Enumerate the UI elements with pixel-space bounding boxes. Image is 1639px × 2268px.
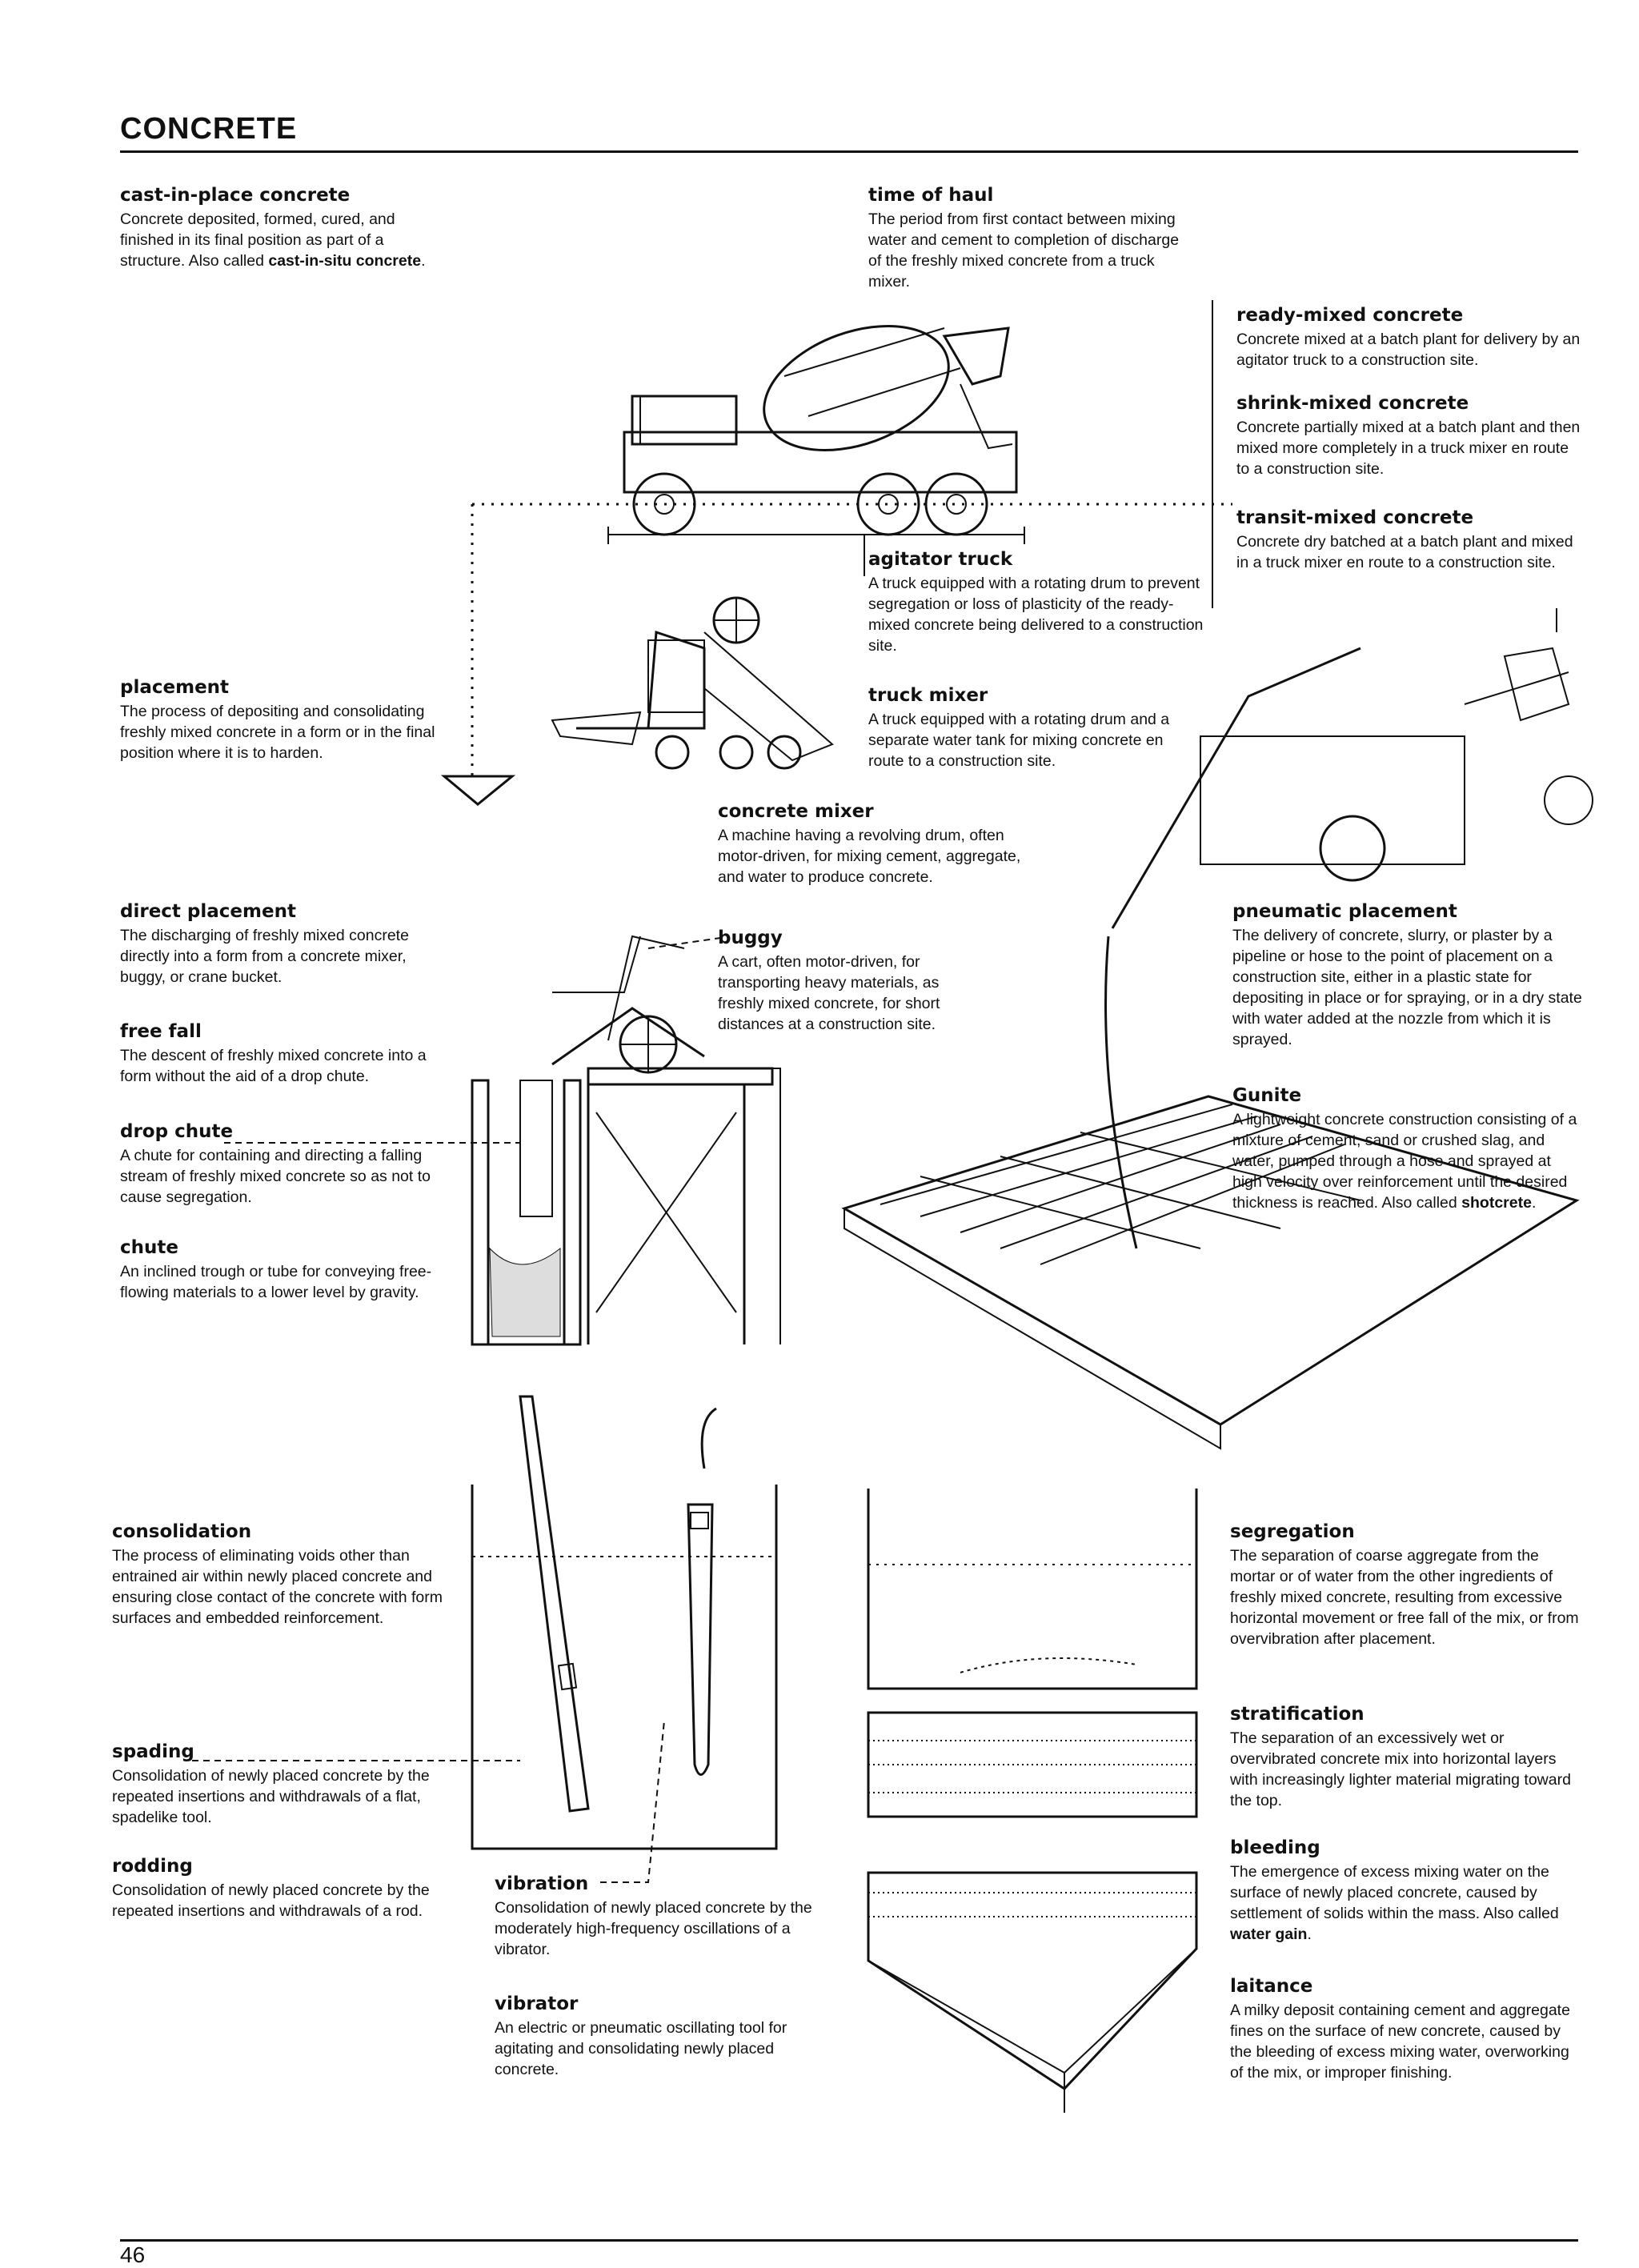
definition-text: The emergence of excess mixing water on the surface of newly placed concrete, caused by settlement of solids within the mass. Also called water gain. (1230, 1863, 1559, 1943)
entry-vibration (495, 1873, 839, 1960)
entry-agitator-truck (868, 548, 1204, 656)
definition-text: A machine having a revolving drum, often motor-driven, for mixing cement, aggregate, and water to produce concrete. (718, 827, 1021, 886)
definition-text: A truck equipped with a rotating drum and a separate water tank for mixing concrete en route to a construction site. (868, 711, 1170, 770)
also-called-term: shotcrete (1461, 1194, 1532, 1212)
term-label: pneumatic placement (1232, 901, 1457, 922)
bleeding-laitance-illustration (868, 1873, 1196, 2113)
entry-shrink-mixed-concrete (1236, 392, 1585, 479)
entry-spading (112, 1741, 456, 1828)
definition-text: A lightweight concrete construction consisting of a mixture of cement, sand or crushed slag, and water, pumped through a hose and sprayed at high velocity over reinforcement until the desired thickness is reached. Also called shotcrete. (1232, 1111, 1577, 1212)
entry-chute (120, 1236, 456, 1303)
term-label: placement (120, 677, 230, 698)
definition-text: An inclined trough or tube for conveying free-flowing materials to a lower level by gravity. (120, 1263, 432, 1301)
footer-rule (120, 2239, 1578, 2242)
also-called-term: cast-in-situ concrete (268, 252, 422, 270)
definition-text: Concrete deposited, formed, cured, and finished in its final position as part of a structure. Also called cast-in-situ concrete. (120, 210, 426, 270)
term-label: segregation (1230, 1521, 1355, 1542)
page-number: 46 (120, 2242, 146, 2267)
entry-placement (120, 676, 464, 763)
term-label: concrete mixer (718, 801, 874, 822)
entry-cast-in-place-concrete (120, 184, 440, 271)
entry-transit-mixed-concrete (1236, 507, 1585, 573)
definition-text: Concrete dry batched at a batch plant and mixed in a truck mixer en route to a construction site. (1236, 533, 1573, 571)
definition-text: Concrete partially mixed at a batch plant and then mixed more completely in a truck mixer en route to a construction site. (1236, 419, 1581, 478)
term-label: rodding (112, 1856, 193, 1877)
definition-text: The process of depositing and consolidating freshly mixed concrete in a form or in the final position where it is to harden. (120, 703, 435, 762)
entry-gunite (1232, 1084, 1585, 1213)
concrete-mixer-illustration (552, 598, 832, 768)
entry-segregation (1230, 1521, 1582, 1649)
term-label: truck mixer (868, 685, 988, 706)
entry-truck-mixer (868, 684, 1196, 771)
page-title: CONCRETE (120, 112, 298, 146)
definition-text: The discharging of freshly mixed concrete directly into a form from a concrete mixer, buggy, or crane bucket. (120, 927, 409, 986)
also-called-term: water gain (1230, 1925, 1308, 1943)
definition-text: Consolidation of newly placed concrete by the repeated insertions and withdrawals of a rod. (112, 1881, 430, 1920)
term-label: bleeding (1230, 1837, 1320, 1858)
entry-pneumatic-placement (1232, 900, 1585, 1050)
term-label: vibrator (495, 1994, 579, 2014)
entry-buggy (718, 927, 982, 1035)
term-label: drop chute (120, 1121, 234, 1142)
definition-text: Consolidation of newly placed concrete by the moderately high-frequency oscillations of a vibrator. (495, 1899, 812, 1958)
definition-text: Concrete mixed at a batch plant for delivery by an agitator truck to a construction site. (1236, 331, 1581, 369)
placement-arrow-icon (444, 776, 512, 804)
term-label: ready-mixed concrete (1236, 305, 1464, 326)
term-label: cast-in-place concrete (120, 185, 351, 206)
definition-text: A milky deposit containing cement and aggregate fines on the surface of new concrete, caused by the bleeding of excess mixing water, overworking of the mix, or improper finishing. (1230, 2002, 1570, 2082)
term-label: consolidation (112, 1521, 252, 1542)
term-label: free fall (120, 1021, 202, 1042)
entry-free-fall (120, 1020, 456, 1087)
entry-vibrator (495, 1993, 839, 2080)
term-label: vibration (495, 1873, 589, 1894)
entry-rodding (112, 1855, 456, 1921)
term-label: spading (112, 1741, 194, 1762)
entry-bleeding (1230, 1837, 1582, 1945)
entry-stratification (1230, 1703, 1582, 1811)
term-label: stratification (1230, 1704, 1364, 1725)
term-label: laitance (1230, 1976, 1313, 1997)
definition-text: The delivery of concrete, slurry, or plaster by a pipeline or hose to the point of placement on a construction site, either in a plastic state for depositing in place or for spraying, or in a dry state with water added at the nozzle from which it is sprayed. (1232, 927, 1582, 1048)
term-label: buggy (718, 928, 783, 948)
definition-text: The process of eliminating voids other than entrained air within newly placed concrete and ensuring close contact of the concrete with form surfaces and embedded reinforcement. (112, 1547, 443, 1627)
definition-text: A cart, often motor-driven, for transporting heavy materials, as freshly mixed concrete, for short distances at a construction site. (718, 953, 940, 1033)
definition-text: A truck equipped with a rotating drum to prevent segregation or loss of plasticity of the ready-mixed concrete being delivered to a construction site. (868, 575, 1204, 655)
entry-direct-placement (120, 900, 456, 988)
definition-text: The separation of coarse aggregate from the mortar or of water from the other ingredients of freshly mixed concrete, resulting from excessive horizontal movement or free fall of the mix, or from overvibration after placement. (1230, 1547, 1579, 1648)
entry-consolidation (112, 1521, 456, 1629)
stratification-illustration (868, 1713, 1196, 1817)
term-label: shrink-mixed concrete (1236, 393, 1469, 414)
entry-drop-chute (120, 1120, 456, 1208)
entry-ready-mixed-concrete (1236, 304, 1585, 371)
term-label: time of haul (868, 185, 994, 206)
definition-text: Consolidation of newly placed concrete by the repeated insertions and withdrawals of a flat, spadelike tool. (112, 1767, 430, 1826)
definition-text: The period from first contact between mixing water and cement to completion of discharge of the freshly mixed concrete from a truck mixer. (868, 210, 1180, 291)
definition-text: A chute for containing and directing a falling stream of freshly mixed concrete so as not to cause segregation. (120, 1147, 431, 1206)
term-label: Gunite (1232, 1085, 1302, 1106)
definition-text: The descent of freshly mixed concrete into a form without the aid of a drop chute. (120, 1047, 427, 1085)
entry-time-of-haul (868, 184, 1188, 292)
definition-text: An electric or pneumatic oscillating tool for agitating and consolidating newly placed concrete. (495, 2019, 787, 2078)
segregation-illustration (868, 1489, 1196, 1689)
term-label: transit-mixed concrete (1236, 507, 1474, 528)
term-label: agitator truck (868, 549, 1013, 570)
entry-laitance (1230, 1975, 1582, 2083)
entry-concrete-mixer (718, 800, 1030, 888)
term-label: chute (120, 1237, 178, 1258)
definition-text: The separation of an excessively wet or overvibrated concrete mix into horizontal layers with increasingly lighter material migrating toward the top. (1230, 1729, 1571, 1809)
truck-mixer-illustration (608, 303, 1024, 576)
term-label: direct placement (120, 901, 296, 922)
